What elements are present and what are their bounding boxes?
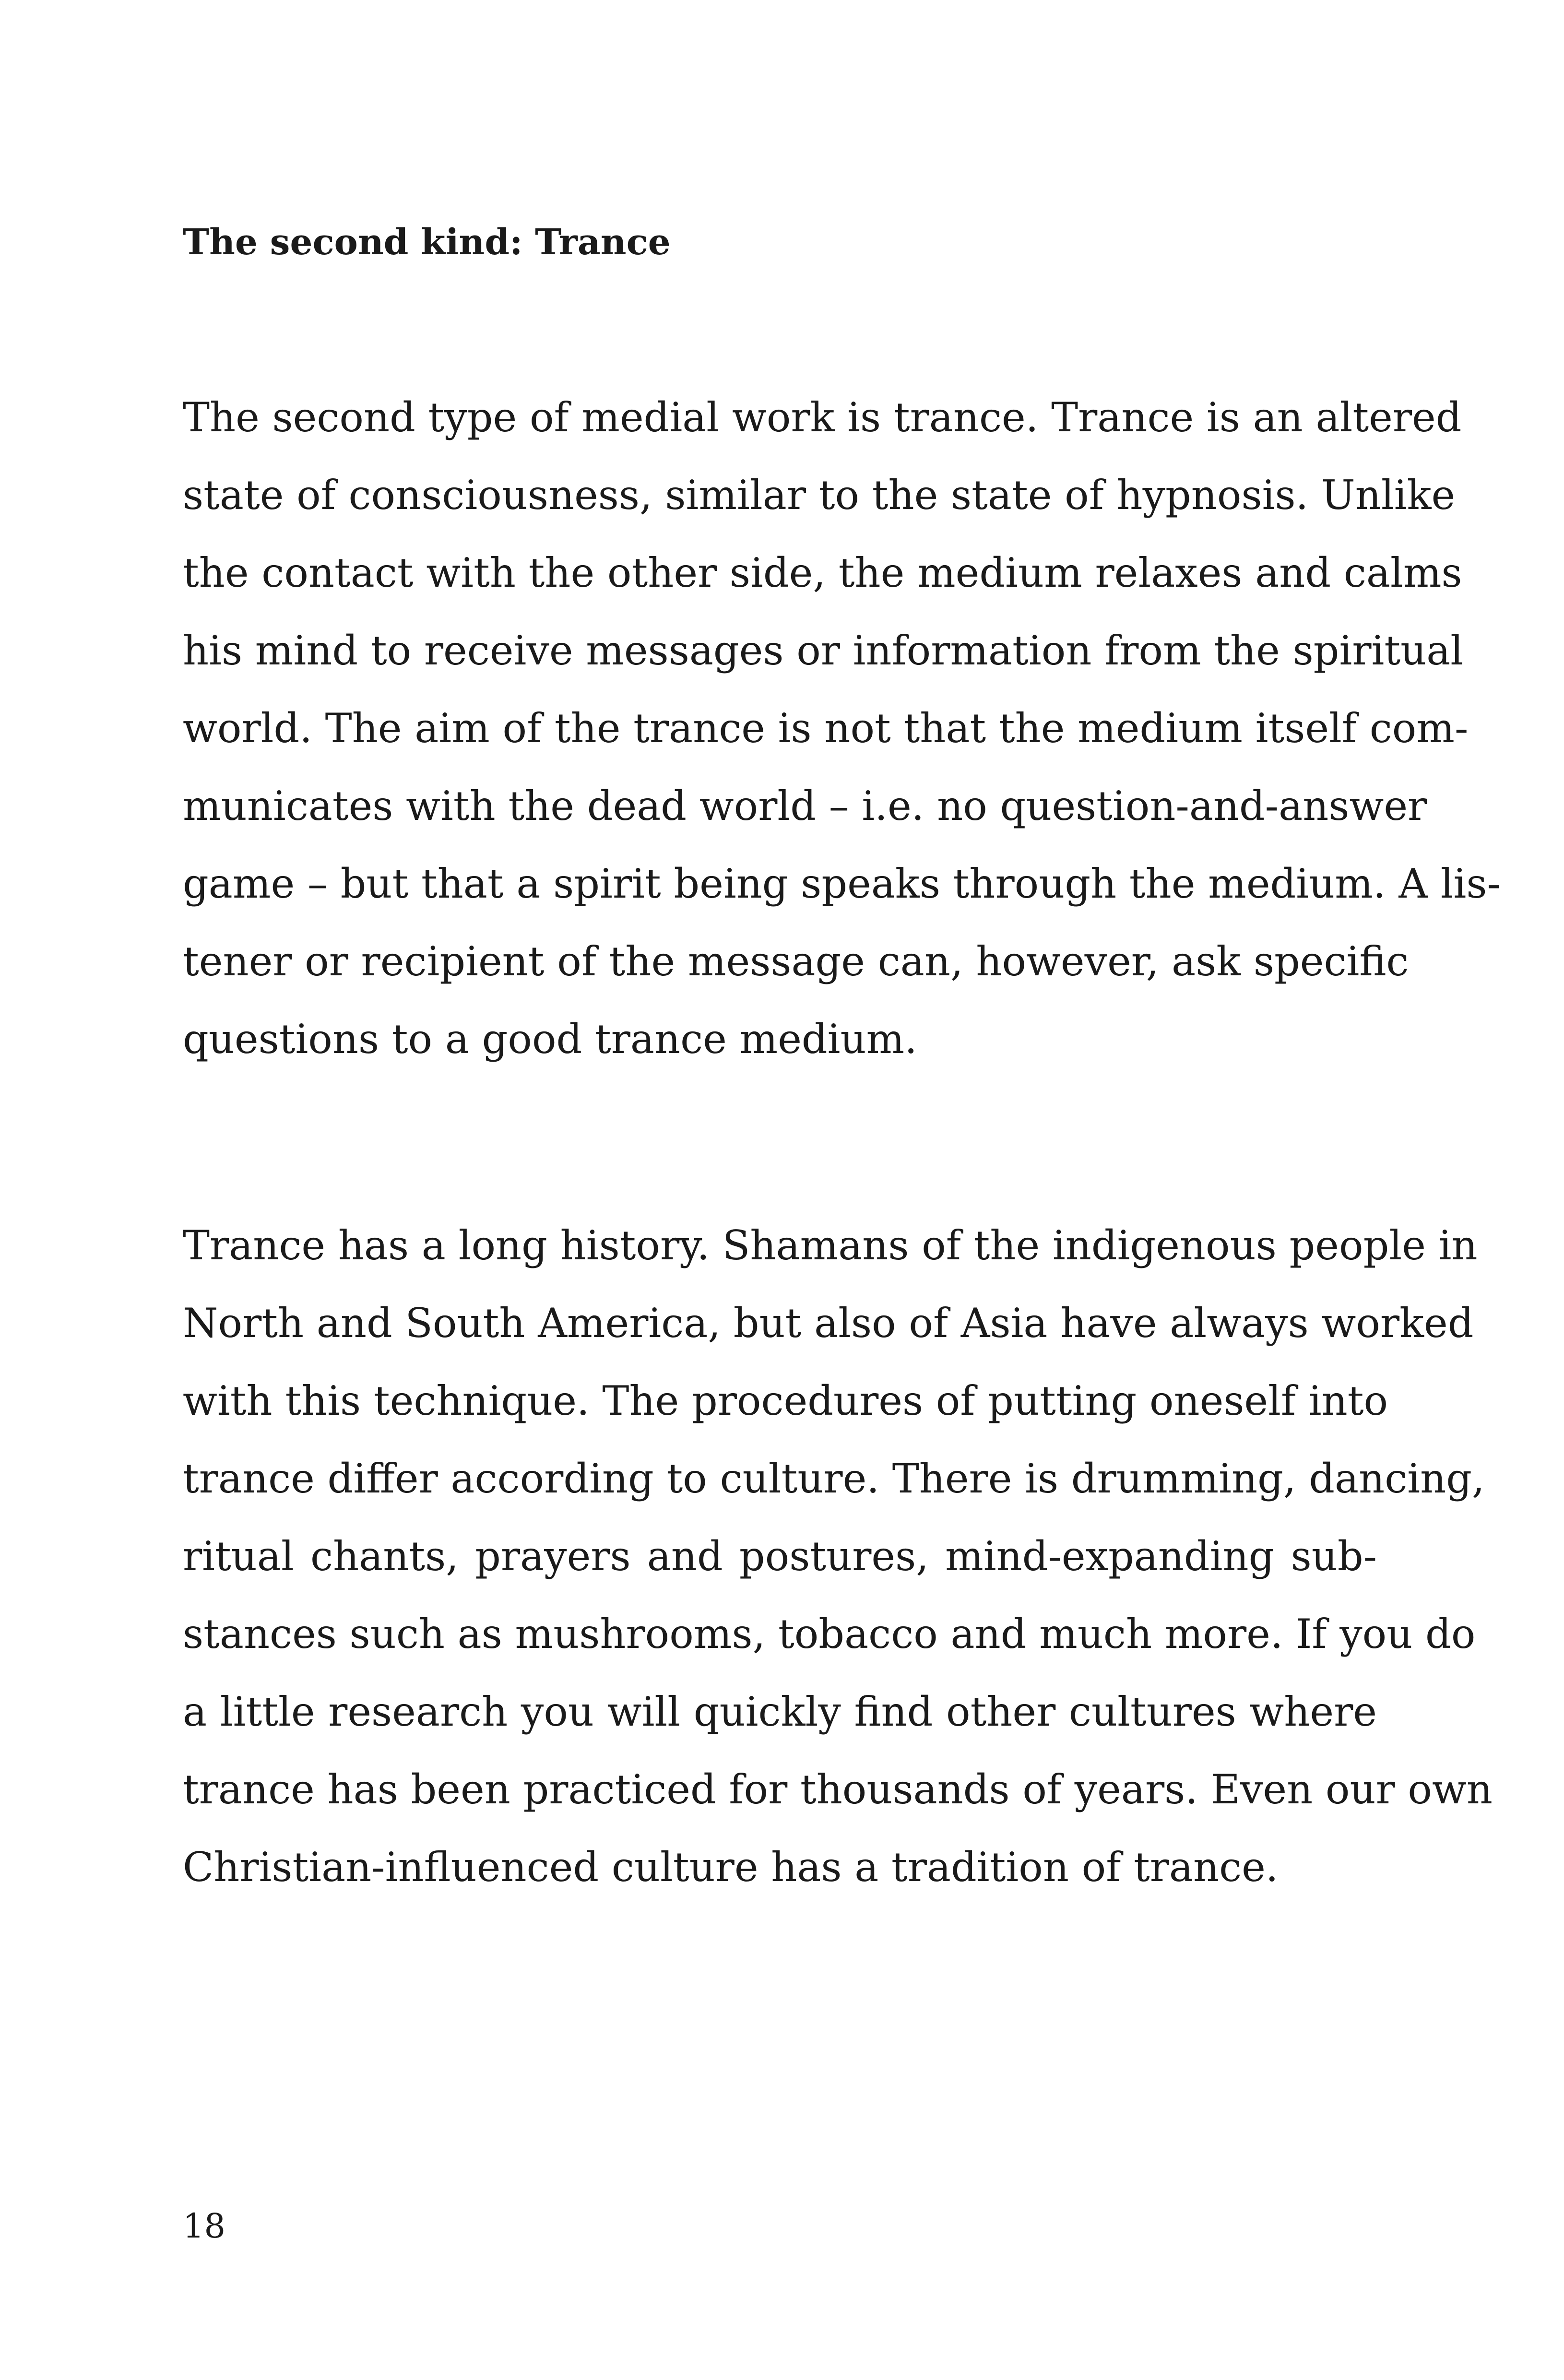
paragraph-line: the contact with the other side, the medium relaxes and calms <box>183 549 1462 596</box>
paragraph-line: a little research you will quickly find other cultures where <box>183 1688 1377 1735</box>
paragraph-line: game – but that a spirit being speaks through the medium. A lis- <box>183 860 1501 907</box>
paragraph-line: state of consciousness, similar to the state of hypnosis. Unlike <box>183 472 1456 519</box>
paragraph-line: his mind to receive messages or information from the spiritual <box>183 627 1464 674</box>
paragraph-line: with this technique. The procedures of putting oneself into <box>183 1377 1388 1424</box>
paragraph-line: trance has been practiced for thousands of years. Even our own <box>183 1766 1493 1813</box>
paragraph-line: Christian-influenced culture has a tradition of trance. <box>183 1844 1279 1891</box>
paragraph-line: stances such as mushrooms, tobacco and much more. If you do <box>183 1610 1476 1658</box>
paragraph-line: municates with the dead world – i.e. no question-and-answer <box>183 782 1427 829</box>
paragraph-line: trance differ according to culture. There is drumming, dancing, <box>183 1455 1485 1502</box>
paragraph-line: Trance has a long history. Shamans of the indigenous people in <box>183 1222 1478 1269</box>
page-number: 18 <box>183 2206 226 2246</box>
paragraph-line: The second type of medial work is trance. Trance is an altered <box>183 394 1462 441</box>
paragraph-line: questions to a good trance medium. <box>183 1016 917 1063</box>
paragraph-line: North and South America, but also of Asia have always worked <box>183 1300 1474 1347</box>
section-heading: The second kind: Trance <box>183 222 671 263</box>
paragraph-line: world. The aim of the trance is not that the medium itself com- <box>183 705 1469 752</box>
paragraph-line: tener or recipient of the message can, however, ask specific <box>183 938 1409 985</box>
paragraph-line: ritual chants, prayers and postures, mind-expanding sub- <box>183 1533 1377 1580</box>
